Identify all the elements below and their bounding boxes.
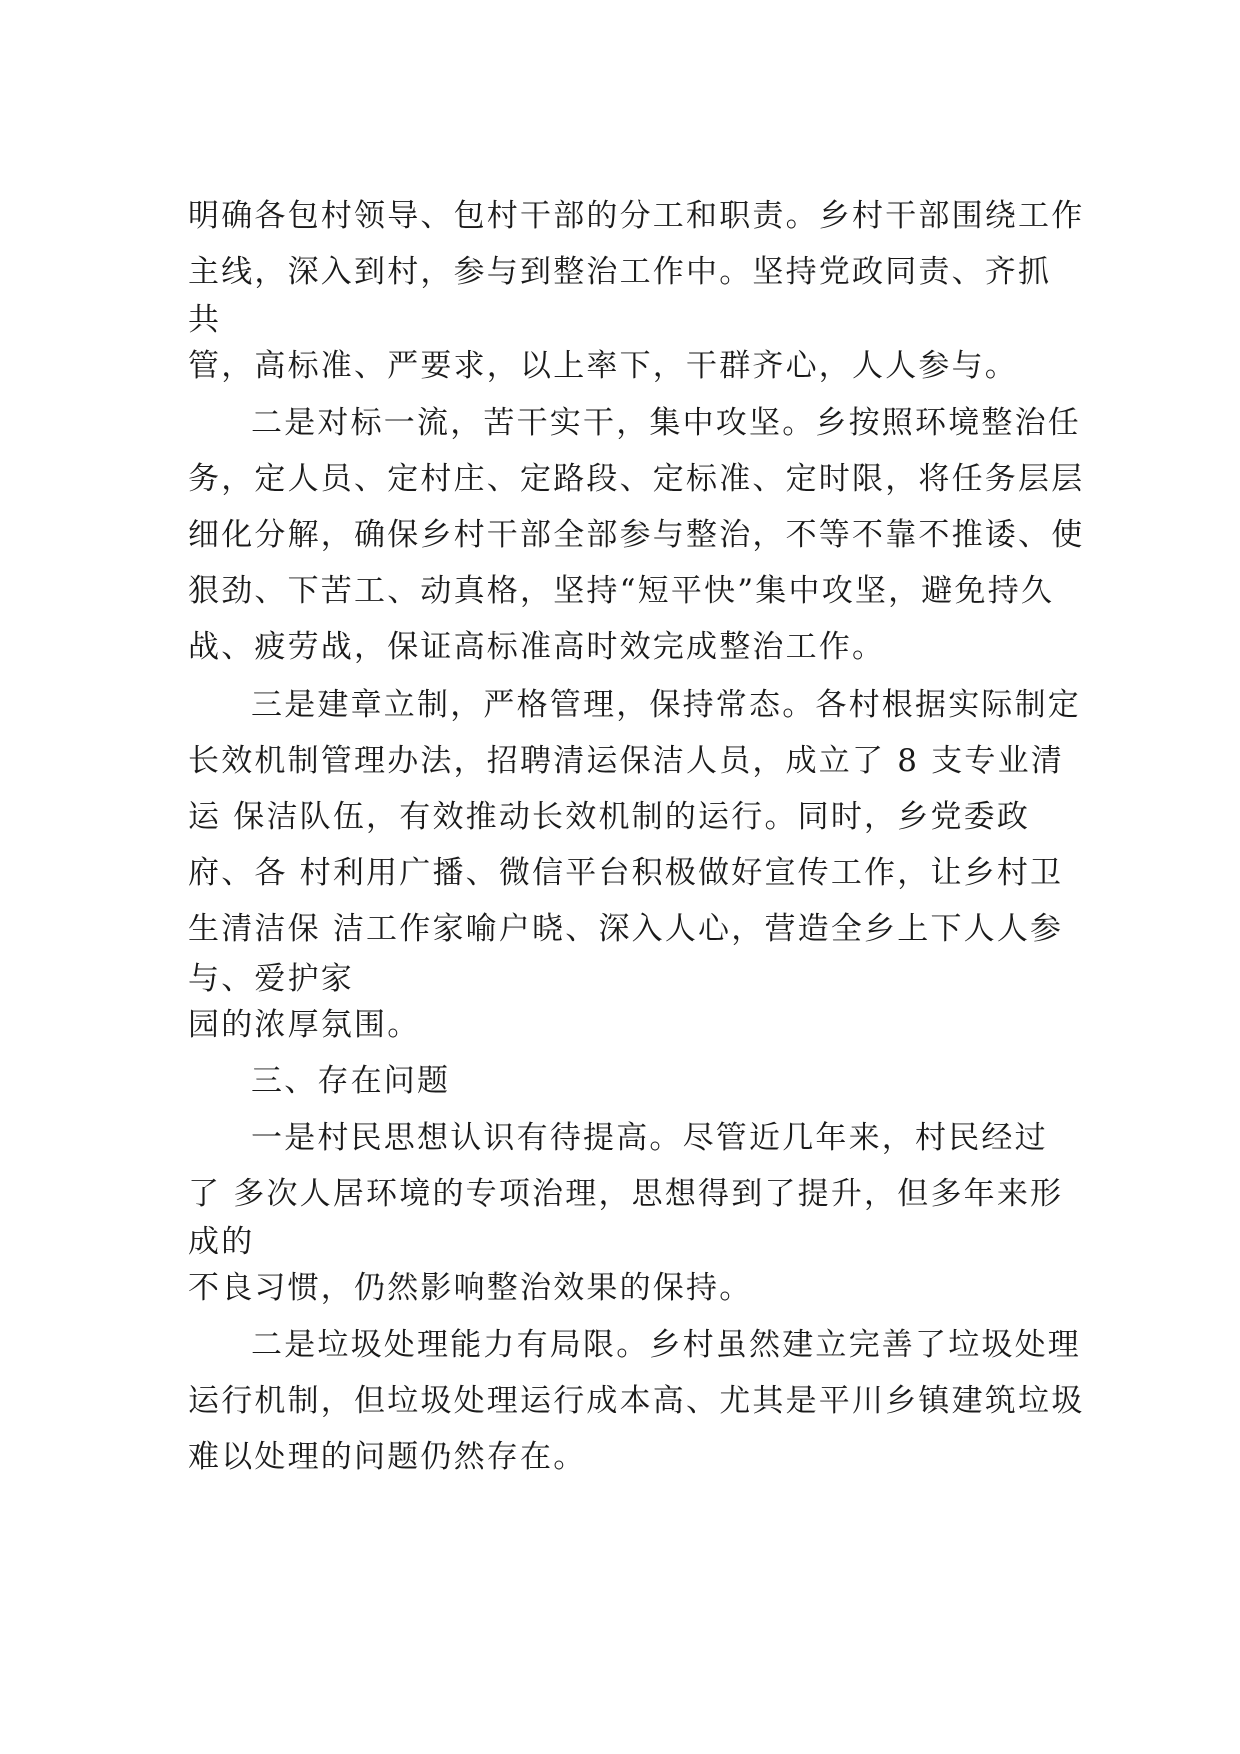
paragraph-first-line: 三是建章立制，严格管理，保持常态。各村根据实际制定 <box>251 687 1081 723</box>
text-line: 主线，深入到村，参与到整治工作中。坚持党政同责、齐抓 <box>188 254 1052 290</box>
text-line: 府、各 村利用广播、微信平台积极做好宣传工作，让乡村卫 <box>188 855 1064 891</box>
paragraph-first-line: 二是对标一流，苦干实干，集中攻坚。乡按照环境整治任 <box>251 405 1081 441</box>
paragraph-first-line: 一是村民思想认识有待提高。尽管近几年来，村民经过 <box>251 1120 1048 1156</box>
text-line: 了 多次人居环境的专项治理，思想得到了提升，但多年来形 <box>188 1176 1064 1212</box>
text-line: 共 <box>188 302 222 338</box>
text-line: 长效机制管理办法，招聘清运保洁人员，成立了 8 支专业清 <box>188 743 1065 779</box>
text-line: 狠劲、下苦工、动真格，坚持“短平快”集中攻坚，避免持久 <box>188 573 1055 609</box>
text-line: 生清洁保 洁工作家喻户晓、深入人心，营造全乡上下人人参 <box>188 911 1064 947</box>
text-line: 不良习惯，仍然影响整治效果的保持。 <box>188 1270 753 1306</box>
text-line: 明确各包村领导、包村干部的分工和职责。乡村干部围绕工作 <box>188 198 1085 234</box>
text-line: 运 保洁队伍，有效推动长效机制的运行。同时，乡党委政 <box>188 799 1031 835</box>
text-line: 园的浓厚氛围。 <box>188 1007 421 1043</box>
text-line: 成的 <box>188 1224 255 1260</box>
text-line: 细化分解，确保乡村干部全部参与整治，不等不靠不推诿、使 <box>188 517 1085 553</box>
text-line: 运行机制，但垃圾处理运行成本高、尤其是平川乡镇建筑垃圾 <box>188 1383 1085 1419</box>
text-line: 管，高标准、严要求，以上率下，干群齐心，人人参与。 <box>188 348 1018 384</box>
paragraph-first-line: 二是垃圾处理能力有局限。乡村虽然建立完善了垃圾处理 <box>251 1327 1081 1363</box>
section-heading: 三、存在问题 <box>251 1063 451 1099</box>
text-line: 战、疲劳战，保证高标准高时效完成整治工作。 <box>188 629 886 665</box>
text-line: 难以处理的问题仍然存在。 <box>188 1439 587 1475</box>
text-line: 与、爱护家 <box>188 961 354 997</box>
text-line: 务，定人员、定村庄、定路段、定标准、定时限，将任务层层 <box>188 461 1085 497</box>
